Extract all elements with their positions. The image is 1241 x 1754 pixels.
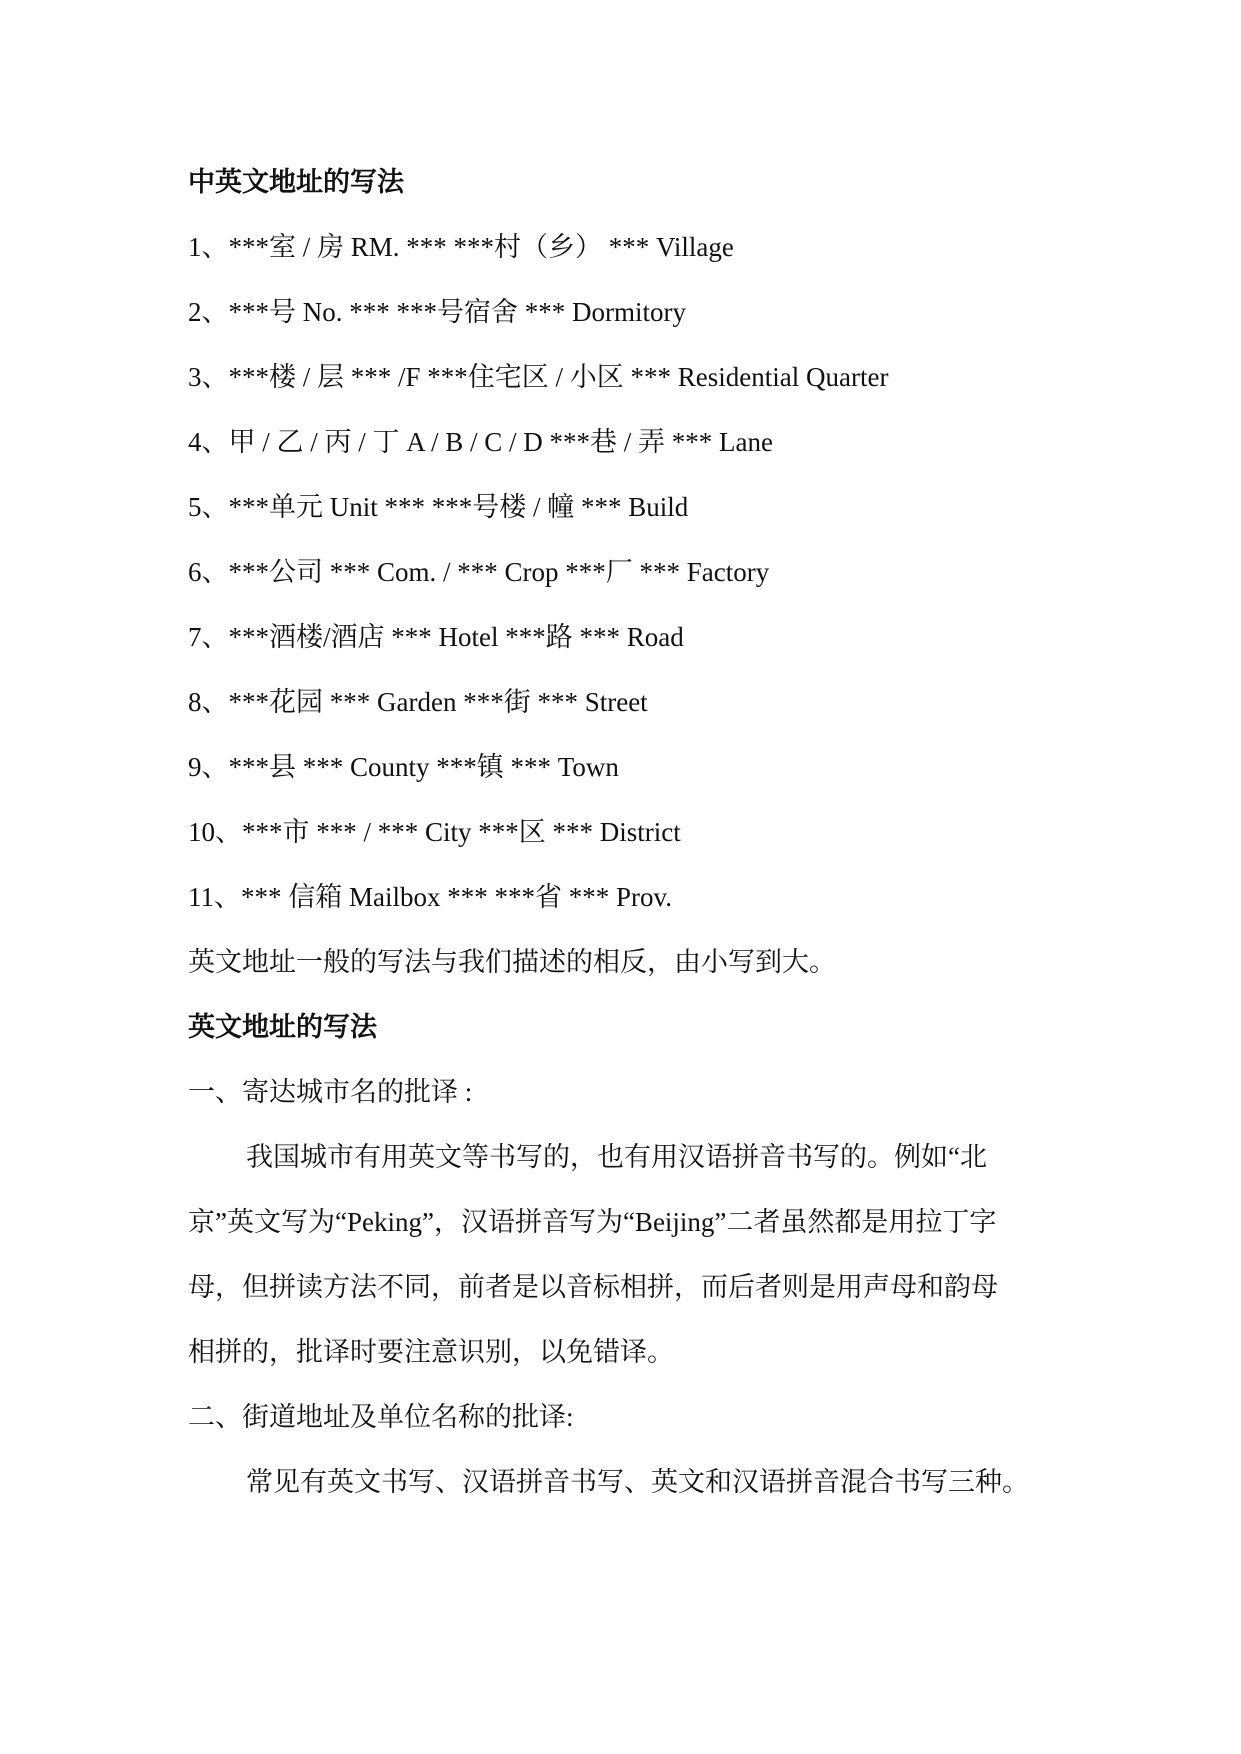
heading-english-address: 英文地址的写法 [188,1012,377,1042]
list-item-10: 10、***市 *** / *** City ***区 *** District [188,817,681,847]
list-item-8: 8、***花园 *** Garden ***街 *** Street [188,687,648,717]
section-1-paragraph-line-1: 我国城市有用英文等书写的，也有用汉语拼音书写的。例如“北 [246,1142,987,1172]
summary-text: 英文地址一般的写法与我们描述的相反，由小写到大。 [188,947,836,977]
list-item-7: 7、***酒楼/酒店 *** Hotel ***路 *** Road [188,622,684,652]
list-item-3: 3、***楼 / 层 *** /F ***住宅区 / 小区 *** Residential Quarter [188,362,889,392]
section-2-heading: 二、街道地址及单位名称的批译: [188,1402,574,1432]
section-1-paragraph-line-2: 京”英文写为“Peking”，汉语拼音写为“Beijing”二者虽然都是用拉丁字 [188,1207,997,1237]
list-item-9: 9、***县 *** County ***镇 *** Town [188,752,619,782]
list-item-2: 2、***号 No. *** ***号宿舍 *** Dormitory [188,297,686,327]
heading-chinese-english-address: 中英文地址的写法 [188,167,404,197]
section-1-heading: 一、寄达城市名的批译 : [188,1077,473,1107]
list-item-6: 6、***公司 *** Com. / *** Crop ***厂 *** Factory [188,557,770,587]
section-1-paragraph-line-4: 相拼的，批译时要注意识别，以免错译。 [188,1337,674,1367]
section-2-paragraph: 常见有英文书写、汉语拼音书写、英文和汉语拼音混合书写三种。 [246,1467,1029,1497]
list-item-11: 11、*** 信箱 Mailbox *** ***省 *** Prov. [188,882,672,912]
list-item-5: 5、***单元 Unit *** ***号楼 / 幢 *** Build [188,492,689,522]
list-item-1: 1、***室 / 房 RM. *** ***村（乡） *** Village [188,232,734,262]
list-item-4: 4、甲 / 乙 / 丙 / 丁 A / B / C / D ***巷 / 弄 *** Lane [188,427,773,457]
section-1-paragraph-line-3: 母，但拼读方法不同，前者是以音标相拼，而后者则是用声母和韵母 [188,1272,998,1302]
